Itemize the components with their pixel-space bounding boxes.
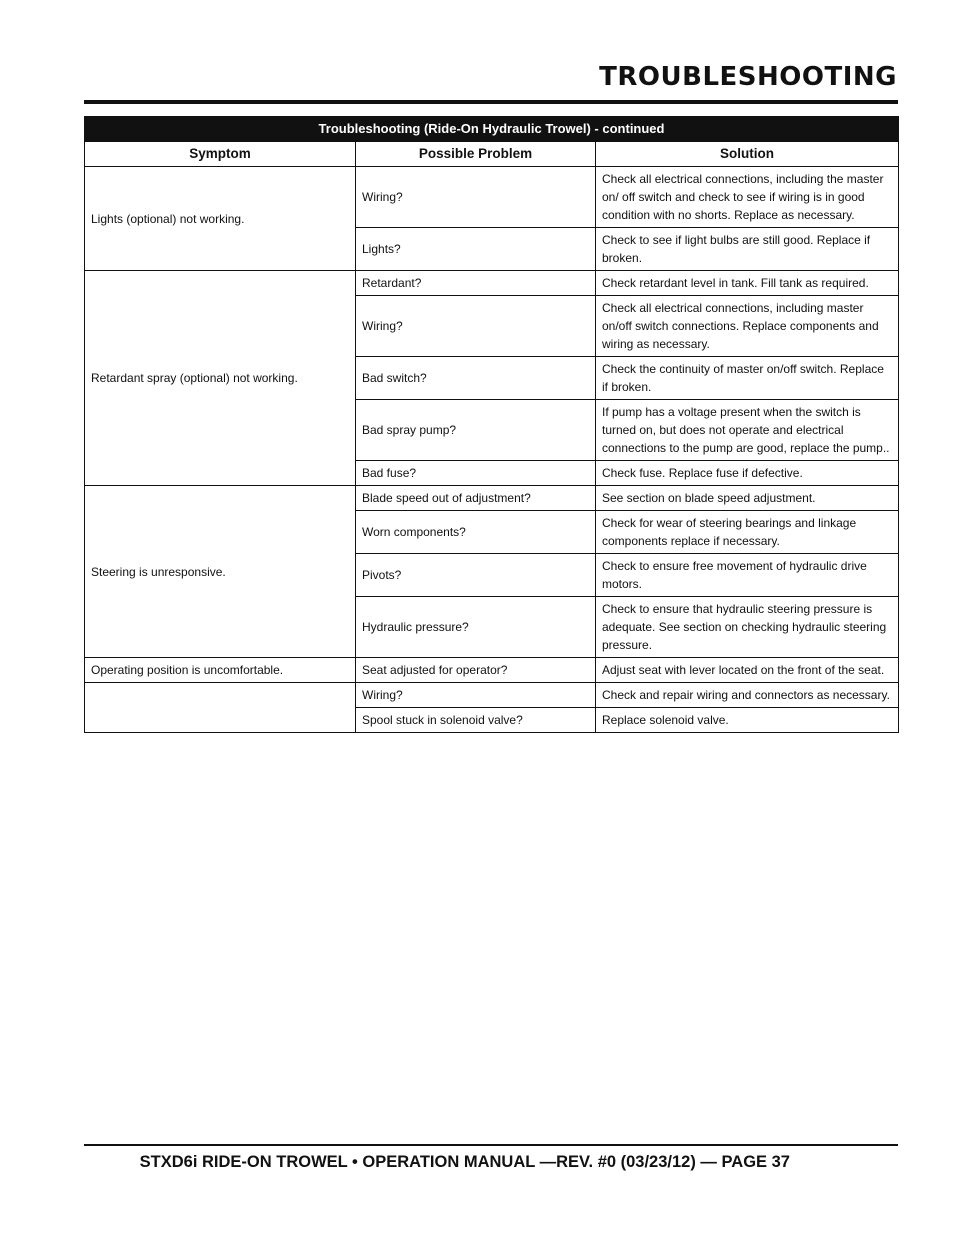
solution-cell: Check to ensure that hydraulic steering pressure is adequate. See section on checking hydraulic steering pressure. bbox=[596, 597, 899, 658]
table-body bbox=[85, 167, 899, 733]
table-row bbox=[85, 271, 899, 296]
problem-cell: Bad spray pump? bbox=[356, 400, 596, 461]
symptom-cell: Steering is unresponsive. bbox=[85, 486, 356, 658]
footer-divider bbox=[84, 1144, 898, 1146]
column-header-symptom: Symptom bbox=[85, 142, 356, 167]
problem-cell: Spool stuck in solenoid valve? bbox=[356, 708, 596, 733]
page-footer: STXD6i RIDE-ON TROWEL • OPERATION MANUAL —REV. #0 (03/23/12) — PAGE 37 bbox=[139, 1153, 790, 1171]
problem-cell: Wiring? bbox=[356, 296, 596, 357]
problem-cell: Wiring? bbox=[356, 167, 596, 228]
problem-cell: Blade speed out of adjustment? bbox=[356, 486, 596, 511]
problem-cell: Wiring? bbox=[356, 683, 596, 708]
problem-cell: Pivots? bbox=[356, 554, 596, 597]
solution-cell: Check all electrical connections, including master on/off switch connections. Replace components and wiring as necessary. bbox=[596, 296, 899, 357]
problem-cell: Seat adjusted for operator? bbox=[356, 658, 596, 683]
solution-cell: Adjust seat with lever located on the front of the seat. bbox=[596, 658, 899, 683]
table-row bbox=[85, 486, 899, 511]
symptom-cell: Lights (optional) not working. bbox=[85, 167, 356, 271]
table-row bbox=[85, 683, 899, 708]
solution-cell: Check to ensure free movement of hydraulic drive motors. bbox=[596, 554, 899, 597]
table-row bbox=[85, 167, 899, 228]
table-caption: Troubleshooting (Ride-On Hydraulic Trowel) - continued bbox=[85, 117, 899, 142]
solution-cell: If pump has a voltage present when the switch is turned on, but does not operate and electrical connections to the pump are good, replace the pump.. bbox=[596, 400, 899, 461]
problem-cell: Bad switch? bbox=[356, 357, 596, 400]
title-divider bbox=[84, 100, 898, 104]
page-title: TROUBLESHOOTING bbox=[599, 62, 897, 92]
solution-cell: Check fuse. Replace fuse if defective. bbox=[596, 461, 899, 486]
table-row bbox=[85, 658, 899, 683]
problem-cell: Worn components? bbox=[356, 511, 596, 554]
solution-cell: Check the continuity of master on/off switch. Replace if broken. bbox=[596, 357, 899, 400]
problem-cell: Bad fuse? bbox=[356, 461, 596, 486]
solution-cell: Check all electrical connections, including the master on/ off switch and check to see if wiring is in good condition with no shorts. Replace as necessary. bbox=[596, 167, 899, 228]
symptom-cell: Retardant spray (optional) not working. bbox=[85, 271, 356, 486]
problem-cell: Hydraulic pressure? bbox=[356, 597, 596, 658]
solution-cell: Check for wear of steering bearings and linkage components replace if necessary. bbox=[596, 511, 899, 554]
column-header-problem: Possible Problem bbox=[356, 142, 596, 167]
problem-cell: Lights? bbox=[356, 228, 596, 271]
solution-cell: Check retardant level in tank. Fill tank as required. bbox=[596, 271, 899, 296]
column-header-solution: Solution bbox=[596, 142, 899, 167]
troubleshooting-table bbox=[84, 116, 899, 733]
symptom-cell: Operating position is uncomfortable. bbox=[85, 658, 356, 683]
solution-cell: Replace solenoid valve. bbox=[596, 708, 899, 733]
solution-cell: See section on blade speed adjustment. bbox=[596, 486, 899, 511]
solution-cell: Check and repair wiring and connectors as necessary. bbox=[596, 683, 899, 708]
symptom-cell bbox=[85, 683, 356, 733]
problem-cell: Retardant? bbox=[356, 271, 596, 296]
solution-cell: Check to see if light bulbs are still good. Replace if broken. bbox=[596, 228, 899, 271]
